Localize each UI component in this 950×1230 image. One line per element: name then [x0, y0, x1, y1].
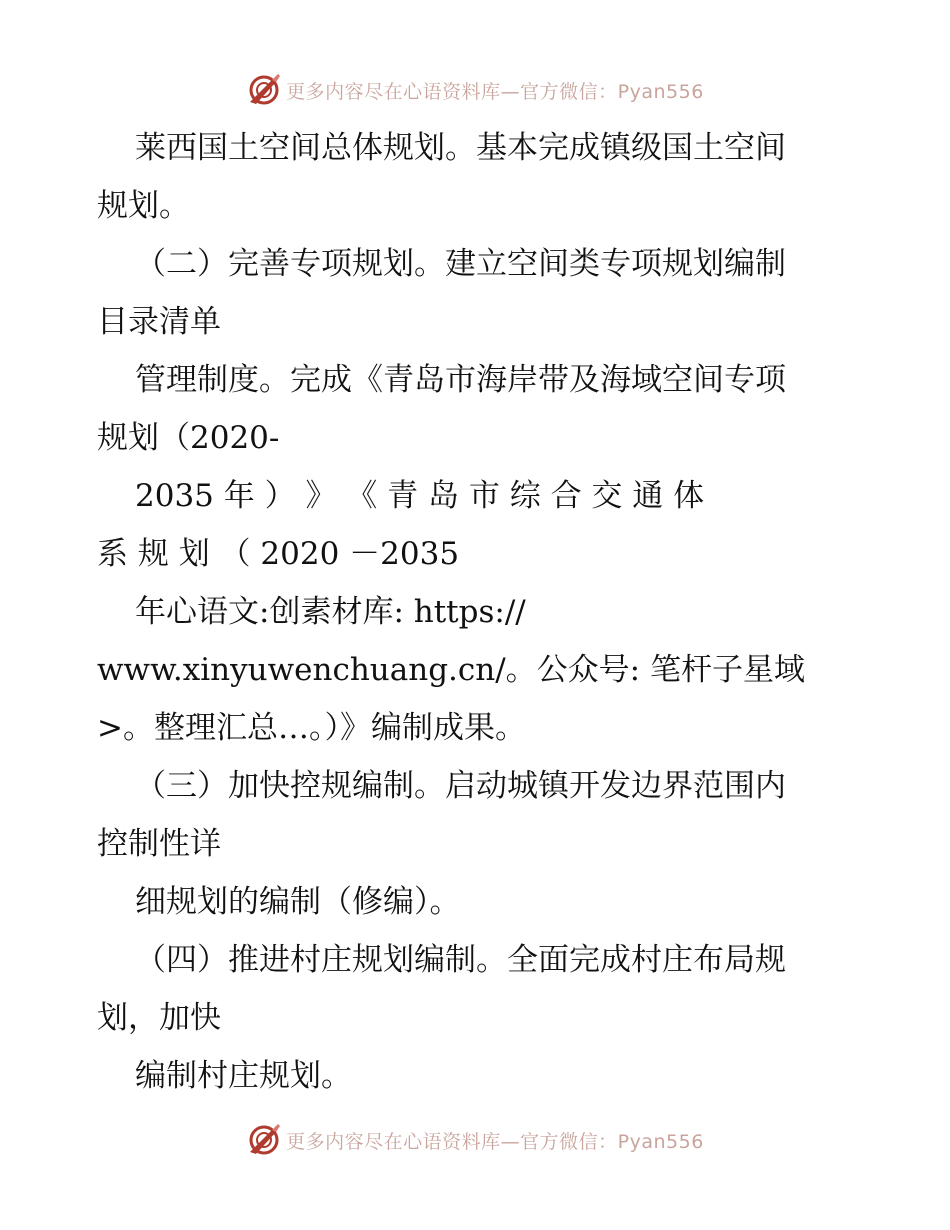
body-line: 2035 年 ） 》 《 青 岛 市 综 合 交 通 体 [135, 478, 705, 514]
footer-watermark-banner [0, 1120, 950, 1160]
body-line: 莱西国土空间总体规划。基本完成镇级国土空间 [135, 130, 786, 166]
body-line: （二）完善专项规划。建立空间类专项规划编制 [135, 246, 786, 282]
body-line: >。整理汇总…。）》编制成果。 [97, 710, 526, 746]
body-line: （三）加快控规编制。启动城镇开发边界范围内 [135, 768, 786, 804]
body-line: 系 规 划 （ 2020 －2035 [97, 536, 460, 572]
body-line: 编制村庄规划。 [135, 1058, 352, 1094]
body-line: 细规划的编制（修编）。 [135, 884, 461, 920]
body-line: 规划。 [97, 188, 190, 224]
body-line: 目录清单 [97, 304, 221, 340]
body-line: 划，加快 [97, 1000, 221, 1036]
pen-circle-logo-icon [246, 72, 282, 108]
header-watermark-banner [0, 70, 950, 110]
watermark-text: 更多内容尽在心语资料库—官方微信：Pyan556 [286, 80, 704, 103]
body-line: （四）推进村庄规划编制。全面完成村庄布局规 [135, 942, 786, 978]
body-line: 规划（2020- [97, 420, 280, 456]
watermark-text: 更多内容尽在心语资料库—官方微信：Pyan556 [286, 1130, 704, 1153]
body-line: 年心语文:创素材库: https:// [135, 594, 526, 630]
body-line: www.xinyuwenchuang.cn/。公众号: 笔杆子星域 [97, 652, 805, 688]
pen-circle-logo-icon [246, 1122, 282, 1158]
body-line: 管理制度。完成《青岛市海岸带及海域空间专项 [135, 362, 786, 398]
body-line: 控制性详 [97, 826, 221, 862]
